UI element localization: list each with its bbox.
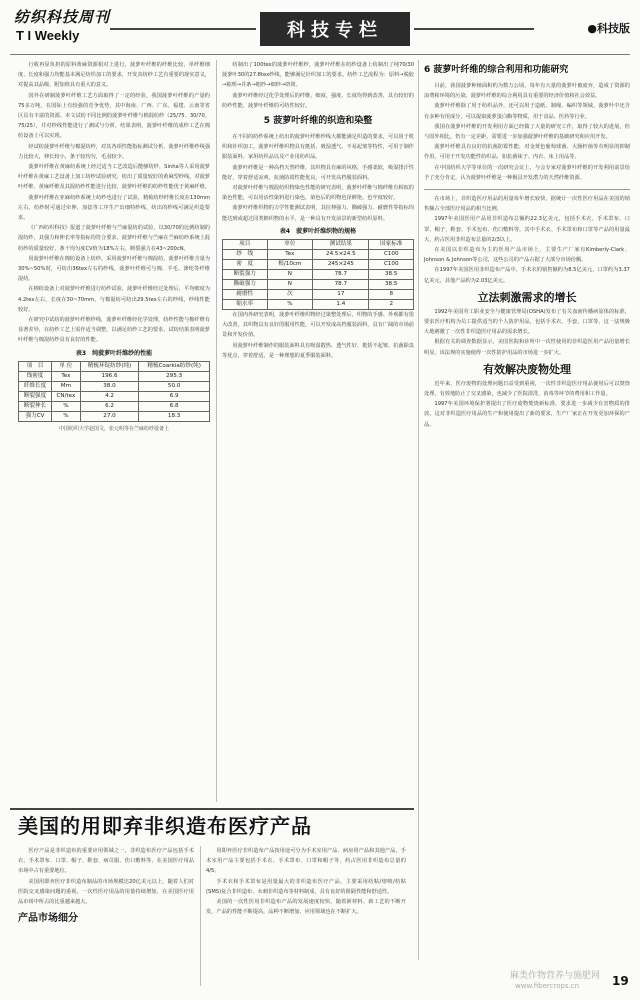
article-column-2 <box>206 846 406 917</box>
table-cell: 38.0 <box>80 381 139 391</box>
table-cell: 295.3 <box>139 371 210 381</box>
subheading: 立法刺激需求的增长 <box>477 290 577 304</box>
table-header-cell: 单 位 <box>52 361 81 371</box>
table-cell: 78.7 <box>313 270 369 280</box>
table-row <box>19 411 210 421</box>
table-cell: 断裂伸长 <box>19 401 52 411</box>
table-cell: N <box>267 280 313 290</box>
table-cell: 密 度 <box>223 260 268 270</box>
header-divider <box>10 54 630 55</box>
article-headline: 美国的用即弃非织造布医疗产品 <box>18 814 312 838</box>
table-header-row <box>223 240 414 250</box>
paragraph: 我国在菠萝叶纤维的开发利用方面已经做了大量的研究工作，取得了较大的进展，但与国外相比，仍有一定差距，需要进一步加强菠萝叶纤维的基础研究和应用开发。 <box>424 123 630 141</box>
table-row <box>223 260 414 270</box>
paragraph: 在美国以非织造布为主的医用产品市场上，主要生产厂家有Kimberly-Clark、Johnson & Johnson等公司，这些公司的产品占据了大部分市场份额。 <box>424 247 630 264</box>
table-cell: 耐磨性 <box>223 290 268 300</box>
table-cell: 17 <box>313 290 369 300</box>
table-cell: 6.2 <box>80 401 139 411</box>
paragraph: 菠萝叶纤维具有良好的抗菌防霉性能，对金黄色葡萄球菌、大肠杆菌等有明显的抑制作用，可用于开发功能性纺织品，如抗菌袜子、内衣、床上用品等。 <box>424 144 630 161</box>
paragraph: 在1997年美国医用非织造布产品中，手术衣的销售额约为8.5亿美元，口罩约为3.37亿美元，其他产品约为2.03亿美元。 <box>424 267 630 284</box>
table-cell: Mm <box>52 381 81 391</box>
table-cell: 线密度 <box>19 371 52 381</box>
logo-english: T I Weekly <box>16 28 80 43</box>
paragraph: 菠萝叶纤维在亚麻纺纱系统上纺纱也进行了试验，精梳纺纱纤维长度在130mm左右，纺纱时可通过牵伸、加捻等工序生产出细特纱线，纺出的纱线可满足织造要求。 <box>18 194 210 222</box>
header-rule-left <box>110 28 256 30</box>
paragraph: 美国的一次性医用非织造布产品的发展速度较快，随着新材料、新工艺的不断开发，产品的性能不断提高，品种不断增加，应用领域也在不断扩大。 <box>206 899 406 916</box>
table-cell: 245×245 <box>313 260 369 270</box>
table-cell: % <box>52 411 81 421</box>
table-cell: CN/tex <box>52 391 81 401</box>
paragraph: 菠萝叶纤维除了用于纺织品外，还可以用于造纸、制绳、编织等领域，菠萝叶中还含有多种有用成分，可以提取菠萝蛋白酶等物质，用于食品、医药等行业。 <box>424 103 630 120</box>
table-row <box>223 300 414 310</box>
header-rule-right <box>414 28 534 30</box>
table-row <box>223 280 414 290</box>
column-middle <box>222 60 414 361</box>
paragraph: 美国用即弃医疗非织造布制品的市场规模达20亿美元以上，随着人们对医院交叉感染问题的重视，一次性医疗用品的用量持续增加，在美国医疗用品市场中所占的比重越来越大。 <box>18 878 194 906</box>
paragraph: 在不同的纺纱系统上纺出的菠萝叶纤维纱线大都能满足织造的要求，可以用于机织和针织加工。菠萝叶纤维织物具有挺括、吸湿透气、不易起皱等特性，可用于制作服装面料、家用纺织品以及产业用纺织品。 <box>222 134 414 161</box>
paragraph: 在市场上，非织造医疗用品的用量每年增长较快，据统计一次性医疗用品在美国的销售额占全部医疗用品的相当比例。 <box>424 196 630 213</box>
article-column-1 <box>18 846 194 928</box>
paragraph: 菠萝叶纤维在黄麻纺系统上经过适当工艺改造后能够纺纱，Sinha等人采用菠萝叶纤维在黄麻工艺设备上加工纺纱试验研究，纺出了质量较好的黄麻型纱线。对菠萝叶纤维、黄麻纤维及其混纺纱性能进行比较，菠萝叶纤维的纺纱性能优于黄麻纤维。 <box>18 164 210 191</box>
table-cell: 4.2 <box>80 391 139 401</box>
table-cell: % <box>267 300 313 310</box>
section-tag: ●科技版 <box>587 22 630 35</box>
column-divider <box>200 846 201 986</box>
section-banner: 科技专栏 <box>260 12 410 46</box>
table-cell: 1.4 <box>313 300 369 310</box>
table4-caption: 表4 菠萝叶纤维织物的规格 <box>279 227 357 235</box>
table-cell: 6.8 <box>139 401 210 411</box>
paragraph: 在国内外研究表明，菠萝叶纤维织物经过染整处理后，织物的手感、外观都有很大改善，其织物具有良好的服用性能，可以开发成高档服装面料，具有广阔的市场前景和开发价值。 <box>222 312 414 339</box>
table-header-cell: 项目 <box>223 240 268 250</box>
article-separator <box>424 183 630 190</box>
table3-note: 中国纺织大学赵国文，张元明等在苎麻纺纱设备上 <box>58 425 169 432</box>
column-divider <box>216 60 217 802</box>
paragraph: 近年来，医疗废物的处理问题日益受到重视，一次性非织造医疗用品使用后可以焚烧处理，有效地防止了交叉感染，也减少了医院清洗、消毒等环节的费用和工作量。 <box>424 380 630 398</box>
table-header-cell: 测试结果 <box>313 240 369 250</box>
section-heading: 5 菠萝叶纤维的织造和染整 <box>263 116 373 127</box>
table4 <box>222 239 414 310</box>
table-cell: 2 <box>369 300 414 310</box>
paragraph: 菠萝叶纤维是一种高档天然纤维，其织物具有麻的风格，手感柔软，吸湿排汗性能好，穿着舒适凉爽，抗菌防霉性能优良，可开发高档服装面料。 <box>222 164 414 181</box>
table-row <box>223 270 414 280</box>
paragraph: 目前，我国菠萝种植面积约为数万公顷，每年有大量的菠萝叶被废弃，造成了资源的浪费和环境的污染。菠萝叶纤维的综合利用具有重要的经济价值和社会效益。 <box>424 83 630 100</box>
table-row <box>19 401 210 411</box>
table-cell: 撕破强力 <box>223 280 268 290</box>
paragraph: 菠萝叶纤维织物的力学性能测试表明，其拉伸强力、撕破强力、耐磨性等指标均能达到或超过同类棉织物的水平，是一种具有开发前景的新型纺织原料。 <box>222 205 414 222</box>
table-header-cell: 精梳环锭纺纱(纯) <box>80 361 139 371</box>
paragraph: 在棉纺设备上对菠萝叶纤维进行纺纱试验，菠萝叶纤维经过处理后，平均细度为4.2tex左右，长度在30~70mm，与棉混纺可纺出29.5tex左右的纱线，纱线性能较好。 <box>18 286 210 313</box>
table-cell: 次 <box>267 290 313 300</box>
table-cell: 18.3 <box>139 411 210 421</box>
paragraph: 医疗产品是非织造布的重要应用领域之一，非织造布医疗产品包括手术衣、手术罩布、口罩、帽子、鞋套、病员服、伤口敷料等，在美国医疗用品市场中占有重要地位。 <box>18 848 194 875</box>
column-left <box>18 60 210 434</box>
paragraph: 手术衣和手术罩布是用量最大的非织造布医疗产品，主要采用纺粘/熔喷/纺粘(SMS)复合非织造布、水刺非织造布等材料制成，具有良好的阻隔性能和舒适性。 <box>206 878 406 895</box>
paragraph: 用菠萝叶纤维制作的服装面料具有吸湿散热、透气性好、挺括不起皱、抗菌除臭等优点，穿着舒适，是一种理想的夏季服装面料。 <box>222 342 414 359</box>
masthead <box>10 4 630 54</box>
table3-caption: 表3 纯菠萝叶纤维纱的性能 <box>75 349 153 357</box>
paragraph: 菠萝叶纤维经过化学处理后的纤维，细度、强度、长度均得到改善，具有较好的纺纱性能，菠萝叶纤维的可纺性较好。 <box>222 92 414 109</box>
paragraph: 在中国纺织大学等单位的一次研究会议上，与会专家对菠萝叶纤维的开发利用前景给予了充分肯定，认为菠萝叶纤维是一种极具开发潜力的天然纤维资源。 <box>424 164 630 181</box>
paragraph: 经试纺菠萝叶纤维与棉混纺纱，对其各项性能指标测试分析，菠萝叶纤维纱线强力比较大，伸长较小，条干较均匀，毛羽较少。 <box>18 143 210 160</box>
watermark: 麻类作物营养与施肥网 <box>510 971 601 981</box>
table-header-row <box>19 361 210 371</box>
table-cell: Tex <box>52 371 81 381</box>
table-row <box>223 290 414 300</box>
paragraph: 国外在研制菠萝叶纤维工艺方面取得了一定的经验，我国菠萝叶纤维的产量约75多万吨，在国际上有较强的竞争优势，其中海南、广西、广东、福建、云南等省区具有丰富的资源。本文试纺不同比例的菠萝叶纤维与棉混纺纱（25/75、30/70、75/25），并对纱线性能进行了测试与分析，结果表明，菠萝叶纤维的成纱工艺在棉纺设备上可以实现。 <box>18 92 210 140</box>
table-cell: Tex <box>267 250 313 260</box>
paragraph: 用即弃医疗非织造布产品按用途可分为手术室用产品、病房用产品和其他产品，手术室用产品主要包括手术衣、手术罩布、口罩和帽子等，约占医用非织造布总量的4/5。 <box>206 848 406 875</box>
column-divider <box>418 60 419 960</box>
paragraph: 纺制出了100tex的菠萝叶纤维纱，菠萝叶纤维在纺纱设备上纺制出了纯70/30菠萝叶30的27.8tex纱线，能够满足针织加工的要求。纺纱工艺流程为：原料→脱胶→梳理→并条→粗纱→细纱→络筒。 <box>222 62 414 89</box>
table-cell: 根/10cm <box>267 260 313 270</box>
table-cell: C100 <box>369 260 414 270</box>
table-cell: 缩水率 <box>223 300 268 310</box>
table-cell: 50.0 <box>139 381 210 391</box>
table-cell: 78.7 <box>313 280 369 290</box>
page-number: 19 <box>612 974 629 988</box>
paragraph: 根据有关的调查数据显示，美国医院和诊所中一次性使用的非织造医用产品用量增长明显，该法规的实施使得一次性防护用品的市场进一步扩大。 <box>424 339 630 356</box>
paragraph: 在研究中试纺的菠萝叶纤维纱线，菠萝叶纤维经化学处理，纺纱性能与棉纤维有显著差异，在纺纱工艺上需作适当调整，以满足纺纱工艺的要求，试纺结果表明菠萝叶纤维与棉混纺纱具有良好的性能。 <box>18 317 210 344</box>
paragraph: 行收再显负担的原料黄麻资源相对上进行，菠萝叶纤维的纤维比较，单纤维细度、长度和强力均能基本满足纺织加工的要求，开发其纺纱工艺有重要的现实意义，对提高其品级、附加值具有重大的意义。 <box>18 62 210 89</box>
paragraph: 对菠萝叶纤维与棉混纺织物染色性能的研究表明，菠萝叶纤维与棉纤维有相似的染色性能，可以用活性染料进行染色，染色后的织物色泽鲜艳，色牢度较好。 <box>222 185 414 202</box>
table-cell: 196.6 <box>80 371 139 381</box>
table-cell: 6.9 <box>139 391 210 401</box>
column-right <box>424 60 630 430</box>
table-cell: 38.5 <box>369 270 414 280</box>
table-row <box>19 381 210 391</box>
table-header-cell: 国家标准 <box>369 240 414 250</box>
table-header-cell: 精梳Coarkia纺纱(纯) <box>139 361 210 371</box>
table-row <box>19 391 210 401</box>
watermark-url: www.fibercrops.cn <box>515 982 580 990</box>
paragraph: 1997年美国医用产品用非织造布总额约22.3亿美元，包括手术衣、手术罩布、口罩、帽子、鞋套、手术包布、伤口敷料等。其中手术衣、手术罩布和口罩等产品的用量最大，约占医用非织造布总量的2/3以上。 <box>424 216 630 243</box>
table3 <box>18 361 210 422</box>
table-cell: 27.0 <box>80 411 139 421</box>
paragraph: 用菠萝叶纤维在棉纺设备上纺纱，采用菠萝叶纤维与棉混纺，菠萝叶纤维含量为30%~50%时，可纺出36tex左右的纱线，菠萝叶纤维可与棉、羊毛、涤纶等纤维混纺。 <box>18 255 210 283</box>
table-cell: 纤维长度 <box>19 381 52 391</box>
paragraph: 《广西纺织科技》报道了菠萝叶纤维与苎麻混纺的试验，以30/70的比例纺制的混纺纱，其强力和伸长率等指标均符合要求，菠萝叶纤维与苎麻在苎麻纺纱系统上混纺纱的质量较好，条干均匀度CV值为18%左右，断裂强力在43~200cN。 <box>18 225 210 252</box>
subheading: 有效解决废物处理 <box>483 362 571 376</box>
logo-chinese: 纺织科技周刊 <box>14 8 111 26</box>
table-cell: 纱 线 <box>223 250 268 260</box>
table-cell: C100 <box>369 250 414 260</box>
section-heading: 6 菠萝叶纤维的综合利用和功能研究 <box>424 65 569 75</box>
table-cell: 强力CV <box>19 411 52 421</box>
table-cell: 38.5 <box>369 280 414 290</box>
table-cell: 断裂强力 <box>223 270 268 280</box>
paragraph: 1997年美国环境保护署提出了医疗废物焚烧新标准，要求进一步减少有害物质的排放，这对非织造医疗用品的生产和使用提出了新的要求，生产厂家正在开发更加环保的产品。 <box>424 401 630 428</box>
table-cell: 8 <box>369 290 414 300</box>
paragraph: 1992年美国劳工职业安全与健康管理局(OSHA)发布了有关血液传播病原体的标准，要求医疗机构为员工提供适当的个人防护用品，包括手术衣、手套、口罩等，这一法规极大地刺激了一次性非织造医疗用品的需求增长。 <box>424 308 630 336</box>
table-cell: N <box>267 270 313 280</box>
table-cell: 断裂强度 <box>19 391 52 401</box>
table-row <box>19 371 210 381</box>
subheading: 产品市场细分 <box>18 913 78 925</box>
table-cell: % <box>52 401 81 411</box>
table-header-cell: 项 目 <box>19 361 52 371</box>
table-row <box>223 250 414 260</box>
table-header-cell: 单位 <box>267 240 313 250</box>
table-cell: 24.5×24.5 <box>313 250 369 260</box>
